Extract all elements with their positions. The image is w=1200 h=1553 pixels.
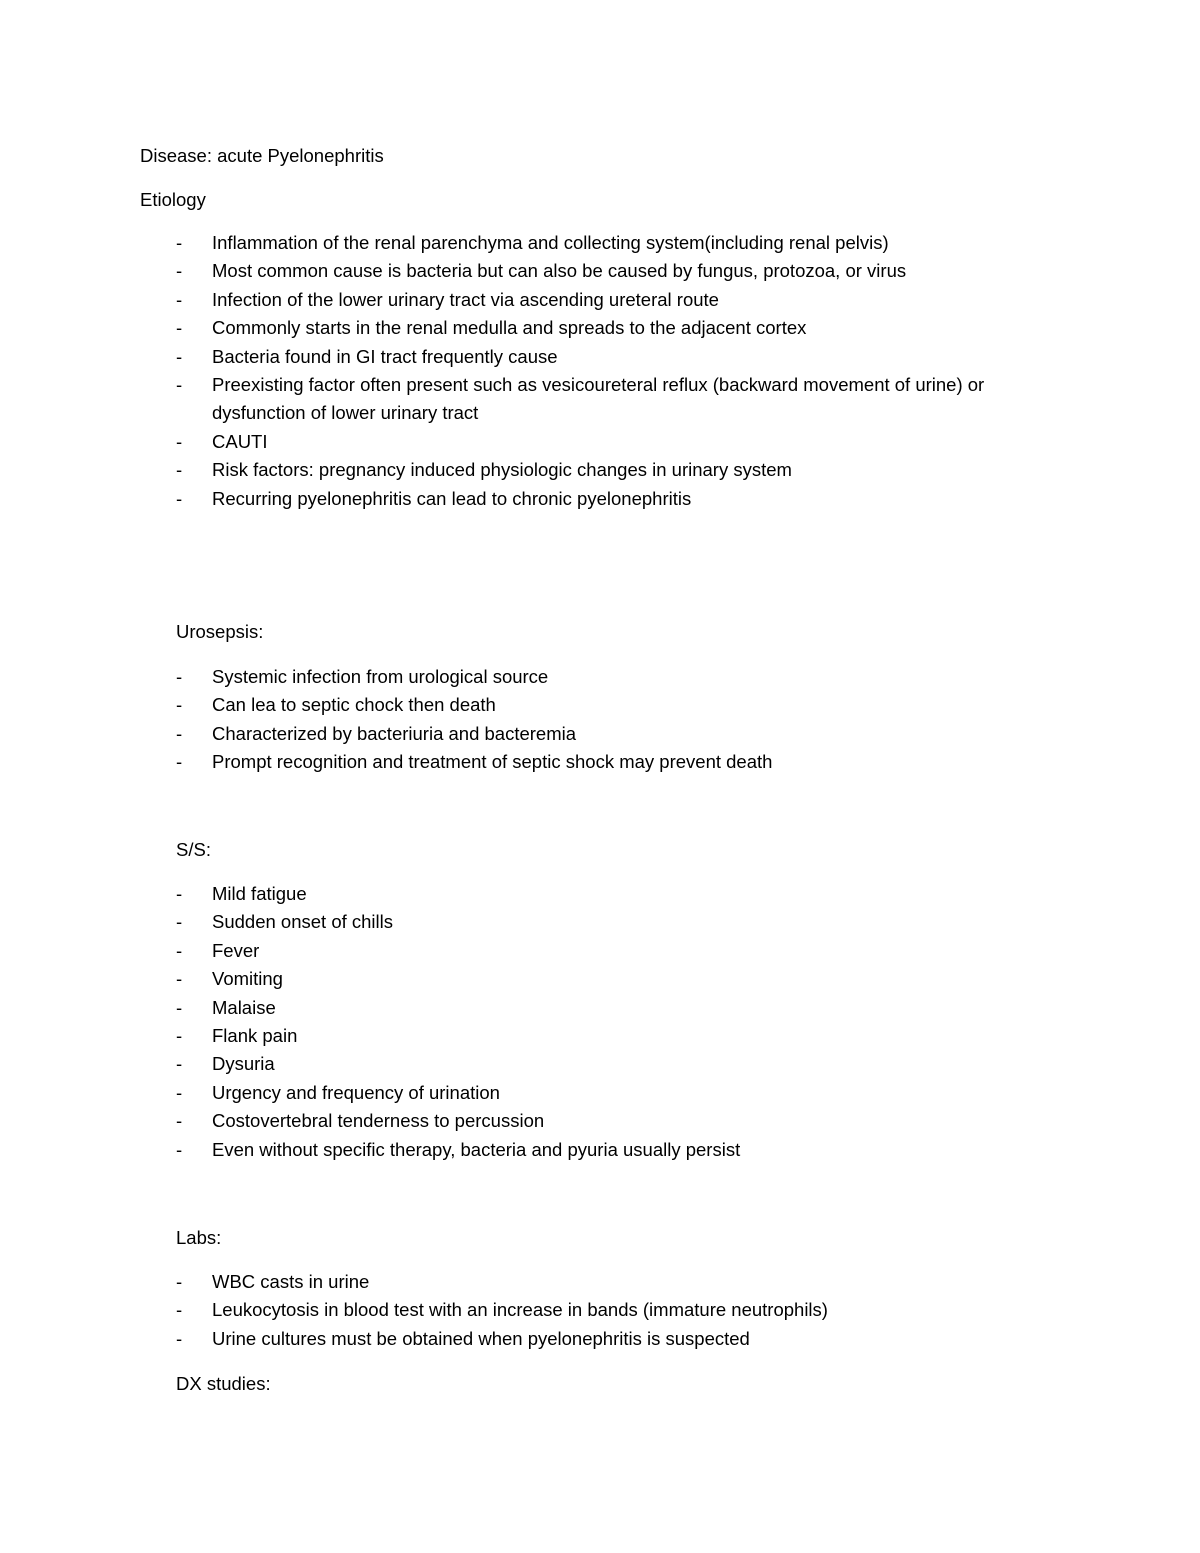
urosepsis-list (176, 663, 1076, 777)
etiology-list (176, 229, 1076, 513)
list-item: - Infection of the lower urinary tract via ascending ureteral route (176, 288, 719, 310)
list-item: - Commonly starts in the renal medulla and spreads to the adjacent cortex (176, 317, 807, 339)
labs-heading: Labs: (176, 1227, 222, 1248)
list-item: - Leukocytosis in blood test with an increase in bands (immature neutrophils) (176, 1299, 828, 1321)
list-item: - Dysuria (176, 1053, 275, 1075)
list-item: - Fever (176, 939, 260, 961)
list-item: - Sudden onset of chills (176, 911, 394, 933)
list-item: - Mild fatigue (176, 883, 307, 904)
list-item: - Preexisting factor often present such as vesicoureteral reflux (backward movement of urine) or dysfunction of lower urinary tract (176, 371, 1076, 428)
list-item: - Flank pain (176, 1025, 298, 1047)
labs-list (176, 1268, 1076, 1353)
list-item: - Vomiting (176, 968, 283, 990)
document-title: Disease: acute Pyelonephritis (140, 145, 384, 166)
list-item: - Even without specific therapy, bacteria and pyuria usually persist (176, 1138, 741, 1160)
signs-symptoms-list (176, 880, 1076, 1164)
list-item-continuation: dysfunction of lower urinary tract (212, 402, 479, 424)
list-item: - Inflammation of the renal parenchyma and collecting system(including renal pelvis) (176, 232, 889, 253)
signs-symptoms-heading: S/S: (176, 839, 211, 860)
list-item: - WBC casts in urine (176, 1271, 370, 1292)
list-item: - Most common cause is bacteria but can also be caused by fungus, protozoa, or virus (176, 260, 907, 282)
etiology-heading: Etiology (140, 189, 206, 210)
list-item: - Urgency and frequency of urination (176, 1081, 500, 1103)
list-item: - Systemic infection from urological source (176, 666, 549, 687)
list-item: - Urine cultures must be obtained when pyelonephritis is suspected (176, 1327, 750, 1349)
list-item: - Risk factors: pregnancy induced physiologic changes in urinary system (176, 459, 792, 481)
list-item: - Characterized by bacteriuria and bacteremia (176, 722, 577, 744)
dx-studies-heading: DX studies: (176, 1373, 271, 1394)
list-item: - Malaise (176, 996, 276, 1018)
list-item: - CAUTI (176, 430, 268, 452)
list-item: - Can lea to septic chock then death (176, 694, 496, 716)
list-item: - Recurring pyelonephritis can lead to chronic pyelonephritis (176, 487, 692, 509)
urosepsis-heading: Urosepsis: (176, 621, 264, 642)
list-item: - Costovertebral tenderness to percussion (176, 1110, 545, 1132)
list-item: - Bacteria found in GI tract frequently cause (176, 345, 558, 367)
list-item: - Prompt recognition and treatment of septic shock may prevent death (176, 751, 773, 773)
